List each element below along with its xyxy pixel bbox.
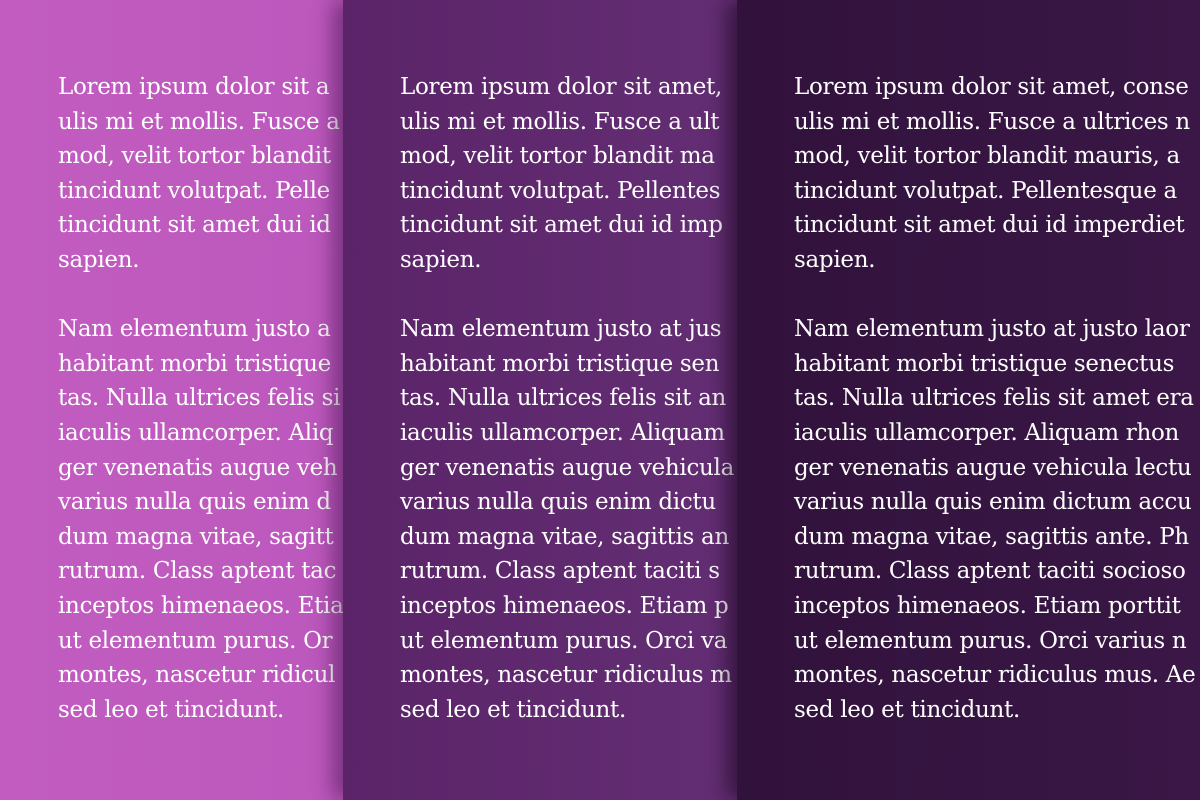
text-line: habitant morbi tristique sen [400, 350, 720, 377]
text-line: tincidunt sit amet dui id imperdiet [794, 212, 1185, 239]
text-line: mod, velit tortor blandit [58, 143, 331, 170]
text-line: montes, nascetur ridiculus mus. Ae [794, 662, 1196, 689]
light-purple-panel [0, 0, 344, 800]
dark-purple-panel [737, 0, 1200, 800]
text-line: sed leo et tincidunt. [58, 696, 284, 723]
medium-panel-paragraph-2 [400, 312, 738, 727]
text-line: montes, nascetur ridicul [58, 662, 336, 689]
text-line: sapien. [794, 246, 876, 273]
text-line: tincidunt sit amet dui id [58, 212, 331, 239]
text-line: sed leo et tincidunt. [794, 696, 1020, 723]
text-line: Lorem ipsum dolor sit a [58, 74, 330, 100]
text-line: Nam elementum justo at justo laor [794, 316, 1190, 343]
dark-panel-text [794, 70, 1200, 727]
text-line: tincidunt sit amet dui id imp [400, 212, 723, 239]
text-line: tincidunt volutpat. Pellentes [400, 177, 721, 204]
text-line: iaculis ullamcorper. Aliq [58, 419, 334, 446]
text-line: iaculis ullamcorper. Aliquam [400, 419, 725, 446]
text-line: Lorem ipsum dolor sit amet, conse [794, 74, 1189, 100]
text-line: habitant morbi tristique senectus [794, 350, 1175, 377]
text-line: varius nulla quis enim dictu [400, 489, 716, 516]
medium-panel-paragraph-1 [400, 70, 738, 278]
text-line: Nam elementum justo at jus [400, 316, 722, 343]
text-line: inceptos himenaeos. Etiam porttit [794, 592, 1181, 619]
text-line: ulis mi et mollis. Fusce a [58, 108, 340, 135]
text-line: sed leo et tincidunt. [400, 696, 626, 723]
text-line: dum magna vitae, sagittis ante. Ph [794, 523, 1189, 550]
text-line: ut elementum purus. Orci varius n [794, 627, 1187, 654]
light-panel-paragraph-1 [58, 70, 344, 278]
text-line: habitant morbi tristique [58, 350, 331, 377]
text-line: ger venenatis augue vehicula lectu [794, 454, 1192, 481]
text-line: ulis mi et mollis. Fusce a ultrices n [794, 108, 1190, 135]
text-line: sapien. [400, 246, 482, 273]
text-line: ger venenatis augue vehicula [400, 454, 735, 481]
text-line: sapien. [58, 246, 140, 273]
text-line: ut elementum purus. Or [58, 627, 333, 654]
text-line: ut elementum purus. Orci va [400, 627, 728, 654]
text-line: iaculis ullamcorper. Aliquam rhon [794, 419, 1180, 446]
text-line: ulis mi et mollis. Fusce a ult [400, 108, 720, 135]
text-line: ger venenatis augue veh [58, 454, 338, 481]
text-line: varius nulla quis enim d [58, 489, 331, 516]
text-line: tincidunt volutpat. Pelle [58, 177, 330, 204]
text-line: montes, nascetur ridiculus m [400, 662, 732, 689]
light-panel-text [58, 70, 344, 727]
text-line: rutrum. Class aptent tac [58, 558, 337, 585]
text-line: dum magna vitae, sagittis an [400, 523, 729, 550]
text-line: tincidunt volutpat. Pellentesque a [794, 177, 1177, 204]
text-line: Lorem ipsum dolor sit amet, [400, 74, 723, 100]
dark-panel-paragraph-2 [794, 312, 1200, 727]
text-line: tas. Nulla ultrices felis sit amet era [794, 385, 1194, 412]
text-line: inceptos himenaeos. Etia [58, 592, 344, 619]
text-line: rutrum. Class aptent taciti socioso [794, 558, 1186, 585]
text-line: mod, velit tortor blandit ma [400, 143, 715, 170]
light-panel-paragraph-2 [58, 312, 344, 727]
text-line: rutrum. Class aptent taciti s [400, 558, 720, 585]
medium-panel-text [400, 70, 738, 727]
text-line: dum magna vitae, sagitt [58, 523, 334, 550]
text-line: mod, velit tortor blandit mauris, a [794, 143, 1180, 170]
text-line: tas. Nulla ultrices felis sit an [400, 385, 727, 412]
text-line: inceptos himenaeos. Etiam p [400, 592, 729, 619]
text-line: varius nulla quis enim dictum accu [794, 489, 1192, 516]
text-line: Nam elementum justo a [58, 316, 331, 343]
medium-purple-panel [343, 0, 738, 800]
dark-panel-paragraph-1 [794, 70, 1200, 278]
text-line: tas. Nulla ultrices felis si [58, 385, 341, 412]
